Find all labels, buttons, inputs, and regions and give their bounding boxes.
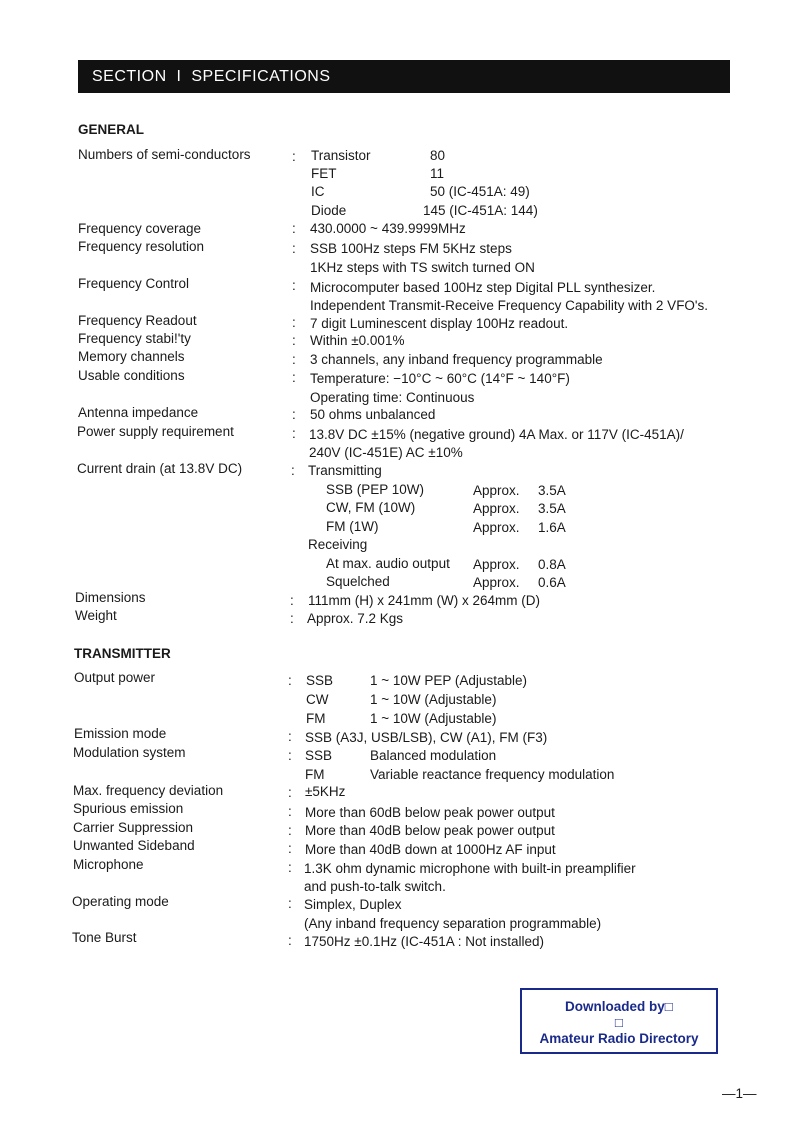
- drain-value: 0.6A: [538, 575, 566, 590]
- modulation-value: Balanced modulation: [370, 748, 497, 763]
- drain-approx: Approx.: [473, 501, 520, 516]
- deviation-value: ±5KHz: [305, 784, 346, 799]
- output-mode: SSB: [306, 673, 334, 688]
- output-mode: FM: [306, 711, 326, 726]
- drain-value: 3.5A: [538, 501, 566, 516]
- semi-name: IC: [311, 184, 325, 199]
- freq-resolution-line: SSB 100Hz steps FM 5KHz steps: [310, 241, 512, 256]
- freq-control-line: Independent Transmit-Receive Frequency Capability with 2 VFO's.: [310, 298, 709, 313]
- output-value: 1 ~ 10W (Adjustable): [370, 711, 497, 726]
- freq-stability-value: Within ±0.001%: [310, 333, 405, 348]
- colon: :: [288, 673, 292, 688]
- label-freq-coverage: Frequency coverage: [78, 221, 202, 236]
- semi-name: Diode: [311, 203, 347, 218]
- transmitting-label: Transmitting: [308, 463, 382, 478]
- label-operating: Operating mode: [72, 894, 169, 909]
- section-title-bar: [78, 60, 730, 93]
- semi-name: FET: [311, 166, 337, 181]
- label-weight: Weight: [75, 608, 117, 623]
- drain-approx: Approx.: [473, 520, 520, 535]
- label-usable: Usable conditions: [78, 368, 185, 383]
- carrier-value: More than 40dB below peak power output: [305, 823, 555, 838]
- memory-value: 3 channels, any inband frequency programmable: [310, 352, 603, 367]
- colon: :: [288, 729, 292, 744]
- semi-count: 145 (IC-451A: 144): [423, 203, 538, 218]
- colon: :: [288, 823, 292, 838]
- emission-value: SSB (A3J, USB/LSB), CW (A1), FM (F3): [305, 730, 548, 745]
- drain-mode: At max. audio output: [326, 556, 450, 571]
- label-semiconductors: Numbers of semi-conductors: [78, 147, 251, 162]
- colon: :: [288, 804, 292, 819]
- section-title: SECTION I SPECIFICATIONS: [92, 67, 331, 85]
- antenna-value: 50 ohms unbalanced: [310, 407, 436, 422]
- label-deviation: Max. frequency deviation: [73, 783, 224, 798]
- drain-approx: Approx.: [473, 483, 520, 498]
- output-mode: CW: [306, 692, 329, 707]
- operating-line: Simplex, Duplex: [304, 897, 402, 912]
- microphone-line: 1.3K ohm dynamic microphone with built-in preamplifier: [304, 861, 636, 876]
- operating-line: (Any inband frequency separation programmable): [304, 916, 602, 931]
- colon: :: [291, 463, 295, 478]
- colon: :: [288, 785, 292, 800]
- drain-value: 0.8A: [538, 557, 566, 572]
- label-sideband: Unwanted Sideband: [73, 838, 195, 853]
- drain-approx: Approx.: [473, 575, 520, 590]
- colon: :: [288, 860, 292, 875]
- power-supply-line: 240V (IC-451E) AC ±10%: [309, 445, 463, 460]
- sideband-value: More than 40dB down at 1000Hz AF input: [305, 842, 556, 857]
- label-current-drain: Current drain (at 13.8V DC): [77, 461, 243, 476]
- colon: :: [292, 333, 296, 348]
- usable-line: Operating time: Continuous: [310, 390, 475, 405]
- drain-mode: CW, FM (10W): [326, 500, 416, 515]
- download-line: Amateur Radio Directory: [539, 1031, 699, 1046]
- tone-value: 1750Hz ±0.1Hz (IC-451A : Not installed): [304, 934, 545, 949]
- download-line: □: [614, 1015, 624, 1030]
- page-number: —1—: [722, 1086, 757, 1101]
- microphone-line: and push-to-talk switch.: [304, 879, 446, 894]
- label-memory: Memory channels: [78, 349, 185, 364]
- output-value: 1 ~ 10W (Adjustable): [370, 692, 497, 707]
- colon: :: [288, 896, 292, 911]
- modulation-value: Variable reactance frequency modulation: [370, 767, 615, 782]
- drain-mode: FM (1W): [326, 519, 379, 534]
- spurious-value: More than 60dB below peak power output: [305, 805, 555, 820]
- semi-count: 50 (IC-451A: 49): [430, 184, 530, 199]
- colon: :: [290, 593, 294, 608]
- freq-readout-value: 7 digit Luminescent display 100Hz readout.: [310, 316, 569, 331]
- receiving-label: Receiving: [308, 537, 368, 552]
- colon: :: [290, 611, 294, 626]
- label-dimensions: Dimensions: [75, 590, 146, 605]
- colon: :: [292, 352, 296, 367]
- freq-coverage-value: 430.0000 ~ 439.9999MHz: [310, 221, 466, 236]
- label-freq-resolution: Frequency resolution: [78, 239, 205, 254]
- semi-count: 11: [430, 166, 445, 181]
- label-emission: Emission mode: [74, 726, 167, 741]
- colon: :: [292, 278, 296, 293]
- label-carrier: Carrier Suppression: [73, 820, 194, 835]
- colon: :: [292, 241, 296, 256]
- weight-value: Approx. 7.2 Kgs: [307, 611, 404, 626]
- power-supply-line: 13.8V DC ±15% (negative ground) 4A Max. or 117V (IC-451A)/: [309, 427, 684, 442]
- drain-value: 3.5A: [538, 483, 566, 498]
- freq-control-line: Microcomputer based 100Hz step Digital PLL synthesizer.: [310, 280, 656, 295]
- modulation-mode: SSB: [305, 748, 333, 763]
- modulation-mode: FM: [305, 767, 325, 782]
- drain-mode: Squelched: [326, 574, 390, 589]
- label-output-power: Output power: [74, 670, 156, 685]
- label-freq-stability: Frequency stabi!'ty: [78, 331, 191, 346]
- drain-value: 1.6A: [538, 520, 566, 535]
- colon: :: [288, 748, 292, 763]
- colon: :: [292, 221, 296, 236]
- output-value: 1 ~ 10W PEP (Adjustable): [370, 673, 527, 688]
- freq-resolution-line: 1KHz steps with TS switch turned ON: [310, 260, 535, 275]
- label-spurious: Spurious emission: [73, 801, 184, 816]
- label-freq-control: Frequency Control: [78, 276, 190, 291]
- colon: :: [288, 933, 292, 948]
- usable-line: Temperature: −10°C ~ 60°C (14°F ~ 140°F): [310, 371, 570, 386]
- semi-name: Transistor: [311, 148, 371, 163]
- colon: :: [292, 315, 296, 330]
- colon: :: [288, 841, 292, 856]
- semi-count: 80: [430, 148, 446, 163]
- label-antenna: Antenna impedance: [78, 405, 199, 420]
- label-power-supply: Power supply requirement: [77, 424, 234, 439]
- label-microphone: Microphone: [73, 857, 144, 872]
- colon: :: [292, 426, 296, 441]
- drain-approx: Approx.: [473, 557, 520, 572]
- label-tone: Tone Burst: [72, 930, 137, 945]
- colon: :: [292, 370, 296, 385]
- general-heading: GENERAL: [78, 122, 145, 137]
- label-freq-readout: Frequency Readout: [78, 313, 197, 328]
- colon: :: [292, 149, 296, 164]
- download-stamp: [520, 988, 718, 1054]
- dimensions-value: 111mm (H) x 241mm (W) x 264mm (D): [308, 593, 541, 608]
- colon: :: [292, 407, 296, 422]
- drain-mode: SSB (PEP 10W): [326, 482, 425, 497]
- label-modulation: Modulation system: [73, 745, 186, 760]
- transmitter-heading: TRANSMITTER: [74, 646, 171, 661]
- download-line: Downloaded by□: [565, 999, 673, 1014]
